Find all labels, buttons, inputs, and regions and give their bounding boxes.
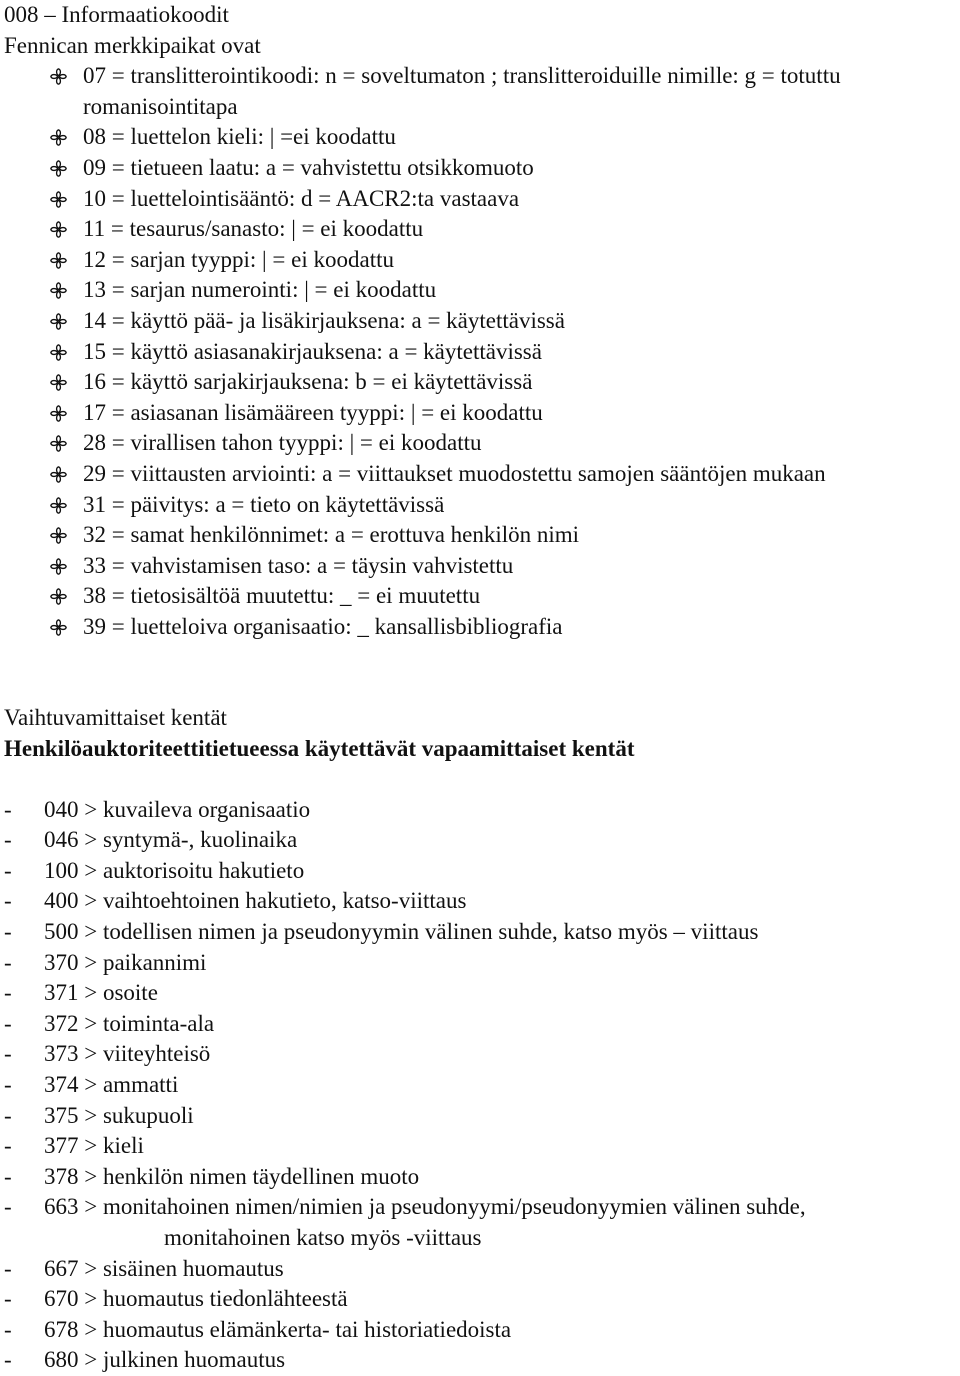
list-item — [4, 1345, 956, 1376]
list-item — [4, 490, 956, 521]
list-item-text: 13 = sarjan numerointi: | = ei koodattu — [83, 277, 437, 303]
list-item-text: 046 > syntymä-, kuolinaika — [44, 827, 298, 853]
dash-marker: - — [4, 1255, 12, 1281]
dash-marker: - — [4, 949, 12, 975]
four-leaf-diamond-icon — [50, 252, 67, 269]
list-item-text: 12 = sarjan tyyppi: | = ei koodattu — [83, 246, 394, 272]
list-item-text: 38 = tietosisältöä muutettu: _ = ei muutettu — [83, 583, 481, 609]
list-item — [4, 1070, 956, 1101]
list-item-text: 370 > paikannimi — [44, 949, 207, 975]
list-item-text: 32 = samat henkilönnimet: a = erottuva henkilön nimi — [83, 522, 580, 548]
list-item-text: 374 > ammatti — [44, 1072, 179, 1097]
list-item-text: 372 > toiminta-ala — [44, 1010, 215, 1036]
list-item — [4, 917, 956, 948]
dash-marker: - — [4, 827, 12, 853]
dash-marker: - — [4, 1072, 12, 1097]
list-item-text: 31 = päivitys: a = tieto on käytettävissä — [83, 491, 445, 517]
list-item — [4, 978, 956, 1009]
four-leaf-diamond-icon — [50, 160, 67, 177]
list-item-text: 678 > huomautus elämänkerta- tai historiatiedoista — [44, 1316, 512, 1342]
list-item — [4, 122, 956, 153]
list-item-text: 14 = käyttö pää- ja lisäkirjauksena: a = käytettävissä — [83, 307, 565, 333]
list-item — [4, 1009, 956, 1040]
four-leaf-diamond-icon — [50, 129, 67, 146]
dash-marker: - — [4, 919, 12, 945]
four-leaf-diamond-icon — [50, 497, 67, 514]
list-item-continuation: monitahoinen katso myös -viittaus — [164, 1224, 482, 1250]
four-leaf-diamond-icon — [50, 558, 67, 575]
list-item-text: 29 = viittausten arviointi: a = viittaukset muodostettu samojen sääntöjen mukaan — [83, 460, 826, 486]
list-item-text: 17 = asiasanan lisämääreen tyyppi: | = ei koodattu — [83, 399, 543, 425]
list-item — [4, 1315, 956, 1346]
list-item — [4, 795, 956, 826]
list-item-text: 28 = virallisen tahon tyyppi: | = ei koodattu — [83, 430, 482, 456]
list-item — [4, 551, 956, 582]
list-item — [4, 886, 956, 917]
vapaamittaiset-kentat-list — [4, 795, 956, 1376]
list-item-text: 378 > henkilön nimen täydellinen muoto — [44, 1163, 420, 1189]
section-title-informaatiokoodit: 008 – Informaatiokoodit — [4, 2, 229, 27]
list-item-text: 07 = translitterointikoodi: n = soveltumaton ; translitteroiduille nimille: g = totuttu romanisointitapa — [83, 63, 841, 119]
list-item — [4, 367, 956, 398]
list-item-text: 680 > julkinen huomautus — [44, 1347, 286, 1373]
section-subtitle-fennica: Fennican merkkipaikat ovat — [4, 32, 261, 58]
dash-marker: - — [4, 1102, 12, 1128]
four-leaf-diamond-icon — [50, 527, 67, 544]
section-title-vaihtuvamittaiset: Vaihtuvamittaiset kentät — [4, 705, 227, 731]
list-item-text: 400 > vaihtoehtoinen hakutieto, katso-viittaus — [44, 888, 467, 914]
spacer — [4, 642, 956, 703]
dash-marker: - — [4, 980, 12, 1006]
list-item-text: 670 > huomautus tiedonlähteestä — [44, 1286, 348, 1312]
list-item-text: 10 = luettelointisääntö: d = AACR2:ta vastaava — [83, 185, 520, 211]
list-item — [4, 245, 956, 276]
list-item — [4, 856, 956, 887]
list-item — [4, 337, 956, 368]
spacer — [4, 765, 956, 795]
list-item — [4, 1254, 956, 1285]
four-leaf-diamond-icon — [50, 68, 67, 85]
list-item-text: 16 = käyttö sarjakirjauksena: b = ei käytettävissä — [83, 369, 533, 395]
dash-marker: - — [4, 796, 12, 822]
dash-marker: - — [4, 888, 12, 914]
list-item-text: 377 > kieli — [44, 1133, 144, 1159]
list-item-text: 33 = vahvistamisen taso: a = täysin vahvistettu — [83, 552, 514, 578]
dash-marker: - — [4, 1010, 12, 1036]
dash-marker: - — [4, 1163, 12, 1189]
section-subtitle-henkiloauktoriteetti: Henkilöauktoriteettitietueessa käytettävät vapaamittaiset kentät — [4, 736, 635, 762]
list-item-text: 375 > sukupuoli — [44, 1102, 194, 1128]
list-item — [4, 184, 956, 215]
four-leaf-diamond-icon — [50, 282, 67, 299]
list-item — [4, 948, 956, 979]
four-leaf-diamond-icon — [50, 344, 67, 361]
four-leaf-diamond-icon — [50, 588, 67, 605]
list-item — [4, 306, 956, 337]
list-item — [4, 153, 956, 184]
list-item-text: 500 > todellisen nimen ja pseudonyymin välinen suhde, katso myös – viittaus — [44, 919, 759, 945]
four-leaf-diamond-icon — [50, 405, 67, 422]
list-item-text: 09 = tietueen laatu: a = vahvistettu otsikkomuoto — [83, 154, 534, 180]
list-item — [4, 428, 956, 459]
four-leaf-diamond-icon — [50, 466, 67, 483]
list-item — [4, 825, 956, 856]
list-item-text: 39 = luetteloiva organisaatio: _ kansallisbibliografia — [83, 613, 563, 639]
four-leaf-diamond-icon — [50, 435, 67, 452]
list-item — [4, 1284, 956, 1315]
list-item-text: 100 > auktorisoitu hakutieto — [44, 857, 305, 883]
list-item-text: 11 = tesaurus/sanasto: | = ei koodattu — [83, 216, 424, 242]
list-item-text: 08 = luettelon kieli: | =ei koodattu — [83, 124, 396, 150]
dash-marker: - — [4, 1041, 12, 1067]
dash-marker: - — [4, 1133, 12, 1159]
list-item — [4, 275, 956, 306]
four-leaf-diamond-icon — [50, 374, 67, 391]
four-leaf-diamond-icon — [50, 221, 67, 238]
list-item — [4, 612, 956, 643]
dash-marker: - — [4, 1316, 12, 1342]
list-item — [4, 520, 956, 551]
list-item — [4, 214, 956, 245]
list-item — [4, 61, 956, 122]
list-item — [4, 1192, 956, 1253]
four-leaf-diamond-icon — [50, 313, 67, 330]
four-leaf-diamond-icon — [50, 619, 67, 636]
list-item — [4, 1101, 956, 1132]
list-item — [4, 1162, 956, 1193]
list-item — [4, 581, 956, 612]
four-leaf-diamond-icon — [50, 191, 67, 208]
dash-marker: - — [4, 1347, 12, 1373]
document-page — [4, 0, 956, 1376]
dash-marker: - — [4, 1286, 12, 1312]
list-item-text: 667 > sisäinen huomautus — [44, 1255, 284, 1281]
dash-marker: - — [4, 857, 12, 883]
list-item — [4, 1131, 956, 1162]
list-item — [4, 1039, 956, 1070]
informaatiokoodit-list — [4, 61, 956, 642]
list-item-text: 373 > viiteyhteisö — [44, 1041, 211, 1067]
list-item — [4, 459, 956, 490]
list-item-text: 040 > kuvaileva organisaatio — [44, 796, 311, 822]
list-item-text: 663 > monitahoinen nimen/nimien ja pseudonyymi/pseudonyymien välinen suhde, — [44, 1194, 806, 1220]
list-item-text: 371 > osoite — [44, 980, 158, 1006]
list-item-text: 15 = käyttö asiasanakirjauksena: a = käytettävissä — [83, 338, 542, 364]
dash-marker: - — [4, 1194, 12, 1220]
list-item — [4, 398, 956, 429]
